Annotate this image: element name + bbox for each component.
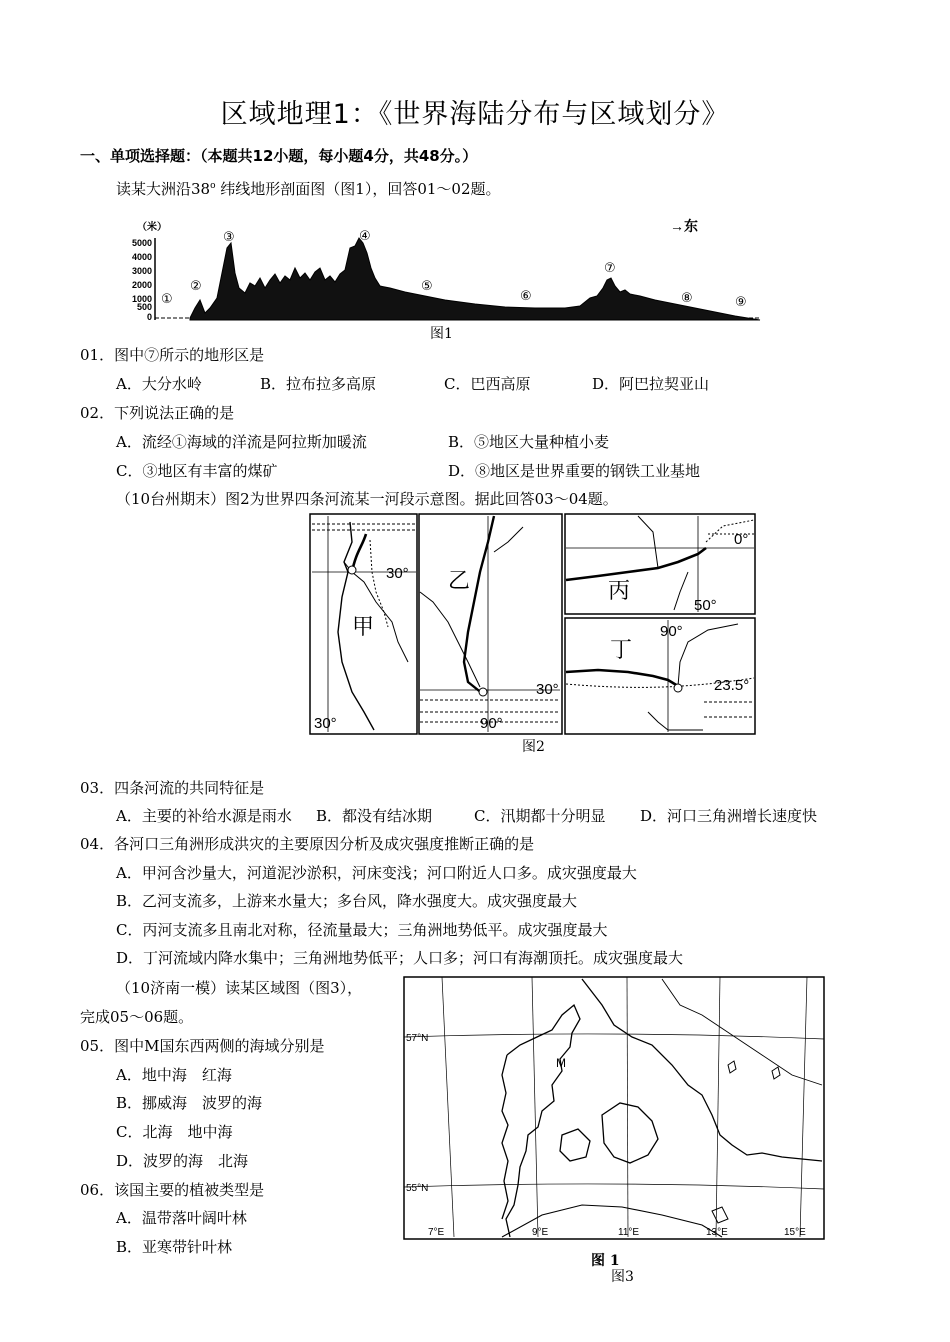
intro-fig3-line1: （10济南一模）读某区域图（图3）， (116, 979, 363, 997)
q05-option-c: C．北海 地中海 (116, 1123, 233, 1141)
lon-label: 11°E (618, 1227, 640, 1238)
marker: ⑧ (681, 290, 693, 305)
jia-lat-label: 30° (386, 565, 409, 582)
marker: ⑥ (520, 288, 532, 303)
q01-option-c: C．巴西高原 (444, 375, 531, 393)
q01-option-b: B．拉布拉多高原 (260, 375, 377, 393)
fig3-inner-caption: 图 1 (591, 1253, 620, 1269)
ytick: 3000 (131, 266, 152, 276)
marker: ⑤ (421, 278, 433, 293)
ytick: 5000 (131, 238, 152, 248)
q04-option-d: D．丁河流域内降水集中；三角洲地势低平；人口多；河口有海潮顶托。成灾强度最大 (116, 949, 684, 967)
q05-option-b: B．挪威海 波罗的海 (116, 1094, 263, 1112)
q03-option-a: A．主要的补给水源是雨水 (116, 807, 292, 825)
rivers-figure (308, 512, 758, 736)
yi-lat-label: 30° (536, 681, 559, 698)
river-label-yi: 乙 (448, 568, 471, 593)
q02-option-a: A．流经①海域的洋流是阿拉斯加暖流 (116, 433, 367, 451)
lon-label: 7°E (428, 1227, 445, 1238)
q06-option-b: B．亚寒带针叶林 (116, 1238, 233, 1256)
q03-option-b: B．都没有结冰期 (316, 807, 433, 825)
fig3-caption: 图3 (611, 1269, 634, 1285)
bing-lat-label: 0° (734, 531, 749, 548)
lon-label: 9°E (532, 1227, 549, 1238)
ytick: 4000 (131, 252, 152, 262)
lon-label: 13°E (706, 1227, 728, 1238)
ytick: 0 (146, 312, 152, 322)
q04-option-c: C．丙河支流多且南北对称，径流量最大；三角洲地势低平。成灾强度最大 (116, 921, 608, 939)
ytick: 500 (136, 302, 152, 312)
marker: ④ (359, 228, 371, 243)
q05-stem: 05．图中M国东西两侧的海域分别是 (80, 1037, 325, 1055)
q02-option-c: C．③地区有丰富的煤矿 (116, 462, 278, 480)
q04-option-a: A．甲河含沙量大，河道泥沙淤积，河床变浅；河口附近人口多。成灾强度最大 (116, 864, 637, 882)
fig1-caption: 图1 (430, 326, 453, 342)
q02-option-b: B．⑤地区大量种植小麦 (448, 433, 610, 451)
q01-option-a: A．大分水岭 (116, 375, 202, 393)
ytick: 1000 (131, 294, 152, 304)
page-title: 区域地理1：《世界海陆分布与区域划分》 (220, 99, 730, 130)
fig1-east-arrow: →东 (670, 218, 698, 234)
q01-option-d: D．阿巴拉契亚山 (592, 375, 710, 393)
marker: ③ (223, 229, 235, 244)
ding-lat-label: 23.5° (714, 677, 750, 694)
terrain-profile (190, 238, 760, 320)
river-label-jia: 甲 (352, 614, 375, 639)
yi-lon-label: 90° (480, 715, 503, 732)
lon-label: 15°E (784, 1227, 806, 1238)
country-m-label: M (556, 1056, 566, 1070)
jia-lon-label: 30° (314, 715, 337, 732)
intro-fig1: 读某大洲沿38$^o$ 纬线地形剖面图（图1），回答01～02题。 (116, 180, 501, 198)
q04-stem: 04．各河口三角洲形成洪灾的主要原因分析及成灾强度推断正确的是 (80, 835, 535, 853)
section-heading: 一、单项选择题：（本题共12小题，每小题4分，共48分。） (80, 147, 478, 165)
q06-stem: 06．该国主要的植被类型是 (80, 1181, 265, 1199)
ding-lon-label: 90° (660, 623, 683, 640)
marker: ⑨ (735, 294, 747, 309)
marker: ② (190, 278, 202, 293)
ytick: 2000 (131, 280, 152, 290)
lat-label-top: 57°N (406, 1033, 429, 1044)
q02-option-d: D．⑧地区是世界重要的钢铁工业基地 (448, 462, 701, 480)
fig1-unit: （米） (137, 222, 167, 233)
bing-lon-label: 50° (694, 597, 717, 614)
region-map-figure (402, 975, 826, 1243)
marker: ① (161, 291, 173, 306)
intro-fig3-line2: 完成05～06题。 (80, 1008, 194, 1026)
intro-fig2: （10台州期末）图2为世界四条河流某一河段示意图。据此回答03～04题。 (116, 490, 618, 508)
river-label-bing: 丙 (608, 578, 631, 603)
q03-stem: 03．四条河流的共同特征是 (80, 779, 265, 797)
river-label-ding: 丁 (610, 637, 633, 662)
fig2-caption: 图2 (522, 739, 545, 755)
q06-option-a: A．温带落叶阔叶林 (116, 1209, 247, 1227)
q05-option-d: D．波罗的海 北海 (116, 1152, 249, 1170)
q01-stem: 01．图中⑦所示的地形区是 (80, 346, 265, 364)
q02-stem: 02．下列说法正确的是 (80, 404, 235, 422)
lat-label-bottom: 55°N (406, 1183, 429, 1194)
q05-option-a: A．地中海 红海 (116, 1066, 232, 1084)
marker: ⑦ (604, 260, 616, 275)
q04-option-b: B．乙河支流多，上游来水量大；多台风，降水强度大。成灾强度最大 (116, 892, 578, 910)
q03-option-c: C．汛期都十分明显 (474, 807, 606, 825)
q03-option-d: D．河口三角洲增长速度快 (640, 807, 818, 825)
